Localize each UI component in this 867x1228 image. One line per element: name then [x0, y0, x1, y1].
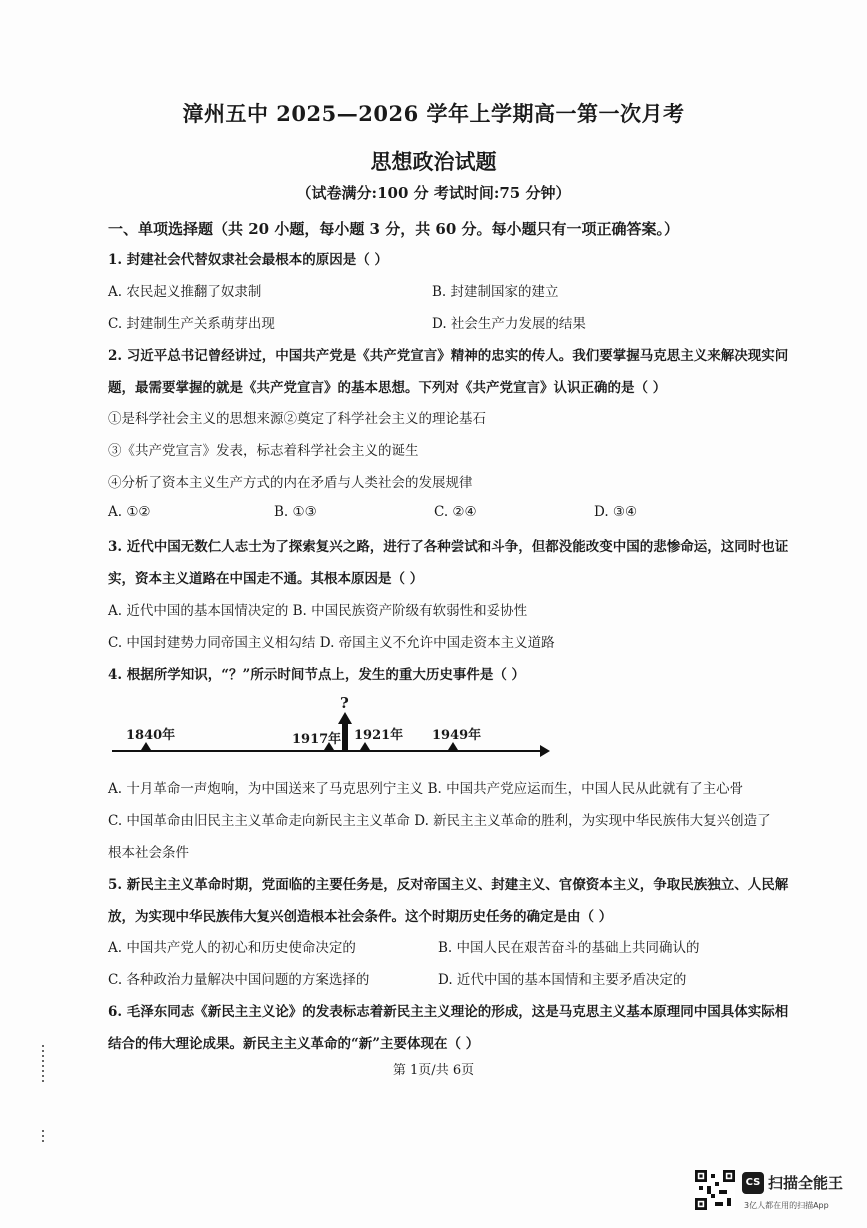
question-3-line-2: 实，资本主义道路在中国走不通。其根本原因是（ ）	[108, 571, 424, 587]
q1-option-d: D. 社会生产力发展的结果	[432, 316, 586, 332]
timeline-year-1921: 1921年	[354, 728, 404, 743]
q2-option-c: C. ②④	[434, 504, 477, 520]
exam-subject: 思想政治试题	[370, 149, 497, 174]
question-2-line-2: 题，最需要掌握的就是《共产党宣言》的基本思想。下列对《共产党宣言》认识正确的是（ ）	[108, 380, 667, 396]
question-5-line-2: 放，为实现中华民族伟大复兴创造根本社会条件。这个时期历史任务的确定是由（ ）	[108, 909, 613, 925]
q5-option-a: A. 中国共产党人的初心和历史使命决定的	[108, 940, 356, 956]
q4-options-c-d: C. 中国革命由旧民主主义革命走向新民主主义革命 D. 新民主主义革命的胜利，为实现中华民族伟大复兴创造了	[108, 813, 771, 829]
q5-option-c: C. 各种政治力量解决中国问题的方案选择的	[108, 972, 370, 988]
q4-options-a-b: A. 十月革命一声炮响，为中国送来了马克思列宁主义 B. 中国共产党应运而生，中国人民从此就有了主心骨	[108, 781, 744, 797]
timeline-tick-1840	[141, 742, 151, 750]
q5-option-b: B. 中国人民在艰苦奋斗的基础上共同确认的	[438, 940, 700, 956]
timeline-year-1949: 1949年	[432, 728, 482, 743]
scanner-tagline: 3亿人都在用的扫描App	[744, 1201, 829, 1210]
timeline-tick-1921	[360, 742, 370, 750]
q3-options-a-b: A. 近代中国的基本国情决定的 B. 中国民族资产阶级有软弱性和妥协性	[108, 603, 528, 619]
timeline-tick-1949	[448, 742, 458, 750]
qr-code-icon	[695, 1170, 735, 1210]
timeline-up-arrow-icon	[338, 712, 352, 752]
scanner-logo: CS	[742, 1172, 764, 1194]
question-1: 1. 封建社会代替奴隶社会最根本的原因是（ ）	[108, 252, 388, 268]
section-heading: 一、单项选择题（共 20 小题，每小题 3 分，共 60 分。每小题只有一项正确答案。）	[108, 220, 680, 238]
q4-option-d-continued: 根本社会条件	[108, 845, 189, 861]
timeline-tick-1917	[324, 742, 334, 750]
q1-option-a: A. 农民起义推翻了奴隶制	[108, 284, 262, 300]
q2-statement-3: ③《共产党宣言》发表，标志着科学社会主义的诞生	[108, 443, 419, 459]
binding-margin-dots-lower	[42, 1130, 44, 1145]
timeline-axis	[112, 750, 542, 752]
q5-option-d: D. 近代中国的基本国情和主要矛盾决定的	[438, 972, 687, 988]
question-4: 4. 根据所学知识，“？”所示时间节点上，发生的重大历史事件是（ ）	[108, 667, 526, 683]
exam-info: （试卷满分:100 分 考试时间:75 分钟）	[296, 184, 571, 202]
q1-option-b: B. 封建制国家的建立	[432, 284, 559, 300]
scanner-app-name: 扫描全能王	[768, 1174, 844, 1192]
question-3-line-1: 3. 近代中国无数仁人志士为了探索复兴之路，进行了各种尝试和斗争，但都没能改变中国的悲惨命运，这同时也证	[108, 539, 789, 555]
exam-title: 漳州五中 2025—2026 学年上学期高一第一次月考	[182, 101, 685, 126]
timeline-arrowhead	[540, 745, 550, 757]
question-6-line-1: 6. 毛泽东同志《新民主主义论》的发表标志着新民主主义理论的形成，这是马克思主义基本原理同中国具体实际相	[108, 1004, 789, 1020]
page-number: 第 1页/共 6页	[392, 1063, 475, 1078]
q2-option-a: A. ①②	[108, 504, 151, 520]
q2-statement-1-2: ①是科学社会主义的思想来源②奠定了科学社会主义的理论基石	[108, 411, 486, 427]
question-5-line-1: 5. 新民主主义革命时期，党面临的主要任务是，反对帝国主义、封建主义、官僚资本主义，争取民族独立、人民解	[108, 877, 789, 893]
q2-option-b: B. ①③	[274, 504, 317, 520]
timeline-question-mark: ?	[340, 694, 349, 712]
q2-statement-4: ④分析了资本主义生产方式的内在矛盾与人类社会的发展规律	[108, 475, 473, 491]
binding-margin-dots	[42, 1045, 44, 1085]
question-2-line-1: 2. 习近平总书记曾经讲过，中国共产党是《共产党宣言》精神的忠实的传人。我们要掌握马克思主义来解决现实问	[108, 348, 789, 364]
timeline-year-1840: 1840年	[126, 728, 176, 743]
q1-option-c: C. 封建制生产关系萌芽出现	[108, 316, 275, 332]
timeline-year-1917: 1917年	[292, 732, 342, 747]
q3-options-c-d: C. 中国封建势力同帝国主义相勾结 D. 帝国主义不允许中国走资本主义道路	[108, 635, 555, 651]
question-6-line-2: 结合的伟大理论成果。新民主主义革命的“新”主要体现在（ ）	[108, 1036, 480, 1052]
q2-option-d: D. ③④	[594, 504, 638, 520]
history-timeline	[112, 694, 552, 760]
